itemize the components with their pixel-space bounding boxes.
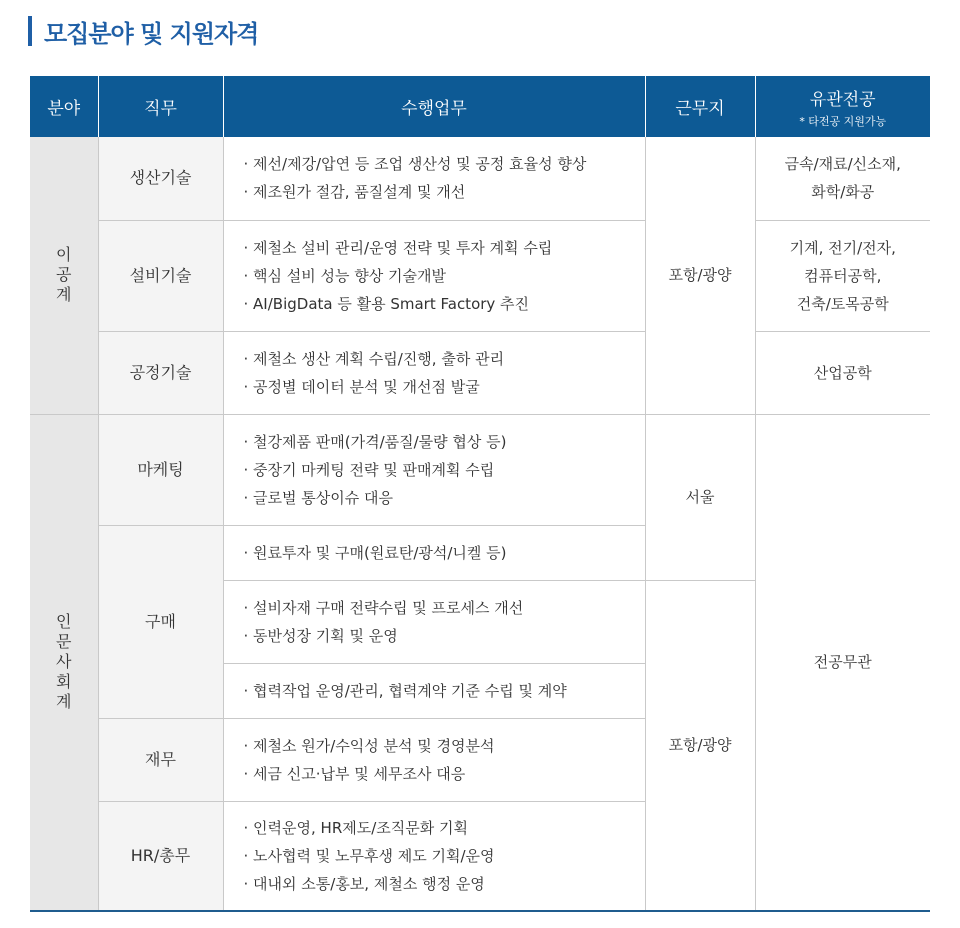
header-location: 근무지	[645, 76, 755, 137]
tasks-hr	[223, 801, 645, 911]
field-humanities-label: 인문사회계	[56, 612, 72, 712]
task-item: · 중장기 마케팅 전략 및 판매계획 수립	[244, 456, 645, 484]
task-item: · 제철소 생산 계획 수립/진행, 출하 관리	[244, 345, 645, 373]
table-row	[30, 137, 930, 220]
field-engineering-label: 이공계	[56, 245, 72, 305]
major-item: 금속/재료/신소재,	[784, 155, 901, 174]
page-title: 모집분야 및 지원자격	[44, 19, 259, 48]
title-accent-bar	[28, 16, 32, 46]
header-major-label: 유관전공	[809, 89, 876, 110]
table-header-row	[30, 76, 930, 137]
tasks-production	[223, 137, 645, 220]
header-job: 직무	[98, 76, 223, 137]
task-item: · 글로벌 통상이슈 대응	[244, 484, 645, 512]
table-row	[30, 331, 930, 414]
task-item: · 공정별 데이터 분석 및 개선점 발굴	[244, 373, 645, 401]
major-item: 컴퓨터공학,	[804, 266, 882, 285]
header-field: 분야	[30, 76, 98, 137]
task-item: · 제조원가 절감, 품질설계 및 개선	[244, 178, 645, 206]
task-item: · 협력작업 운영/관리, 협력계약 기준 수립 및 계약	[244, 677, 645, 705]
task-item: · 제철소 원가/수익성 분석 및 경영분석	[244, 732, 645, 760]
task-item: · 설비자재 구매 전략수립 및 프로세스 개선	[244, 594, 645, 622]
major-process	[755, 331, 930, 414]
field-humanities	[30, 414, 98, 911]
job-production: 생산기술	[98, 137, 223, 220]
major-humanities	[755, 414, 930, 911]
major-item: 화학/화공	[811, 183, 875, 202]
job-hr: HR/총무	[98, 801, 223, 911]
major-production	[755, 137, 930, 220]
task-item: · 제선/제강/압연 등 조업 생산성 및 공정 효율성 향상	[244, 150, 645, 178]
job-purchase: 구매	[98, 525, 223, 718]
job-marketing: 마케팅	[98, 414, 223, 525]
section-title	[28, 14, 258, 48]
task-item: · 원료투자 및 구매(원료탄/광석/니켈 등)	[244, 539, 645, 567]
table-row	[30, 220, 930, 331]
location-pohang-gwangyang: 포항/광양	[645, 137, 755, 414]
major-item: 건축/토목공학	[796, 294, 889, 313]
major-item: 전공무관	[813, 653, 872, 672]
job-finance: 재무	[98, 718, 223, 801]
major-item: 기계, 전기/전자,	[789, 238, 896, 257]
task-item: · AI/BigData 등 활용 Smart Factory 추진	[244, 290, 645, 318]
tasks-facility	[223, 220, 645, 331]
tasks-purchase-partner	[223, 663, 645, 718]
task-item: · 대내외 소통/홍보, 제철소 행정 운영	[244, 870, 645, 898]
table-row	[30, 414, 930, 525]
task-item: · 인력운영, HR제도/조직문화 기획	[244, 814, 645, 842]
location-pohang-gwangyang-2: 포항/광양	[645, 580, 755, 911]
task-item: · 제철소 설비 관리/운영 전략 및 투자 계획 수립	[244, 234, 645, 262]
tasks-process	[223, 331, 645, 414]
task-item: · 노사협력 및 노무후생 제도 기획/운영	[244, 842, 645, 870]
tasks-marketing	[223, 414, 645, 525]
header-major-note: * 타전공 지원가능	[799, 114, 887, 128]
recruitment-table	[30, 76, 930, 912]
task-item: · 동반성장 기획 및 운영	[244, 622, 645, 650]
location-seoul: 서울	[645, 414, 755, 580]
job-facility: 설비기술	[98, 220, 223, 331]
task-item: · 철강제품 판매(가격/품질/물량 협상 등)	[244, 428, 645, 456]
tasks-purchase-raw-material	[223, 525, 645, 580]
tasks-finance	[223, 718, 645, 801]
task-item: · 세금 신고·납부 및 세무조사 대응	[244, 760, 645, 788]
job-process: 공정기술	[98, 331, 223, 414]
field-engineering	[30, 137, 98, 414]
tasks-purchase-equipment	[223, 580, 645, 663]
header-tasks: 수행업무	[223, 76, 645, 137]
major-item: 산업공학	[813, 363, 872, 382]
task-item: · 핵심 설비 성능 향상 기술개발	[244, 262, 645, 290]
major-facility	[755, 220, 930, 331]
header-major	[755, 76, 930, 137]
